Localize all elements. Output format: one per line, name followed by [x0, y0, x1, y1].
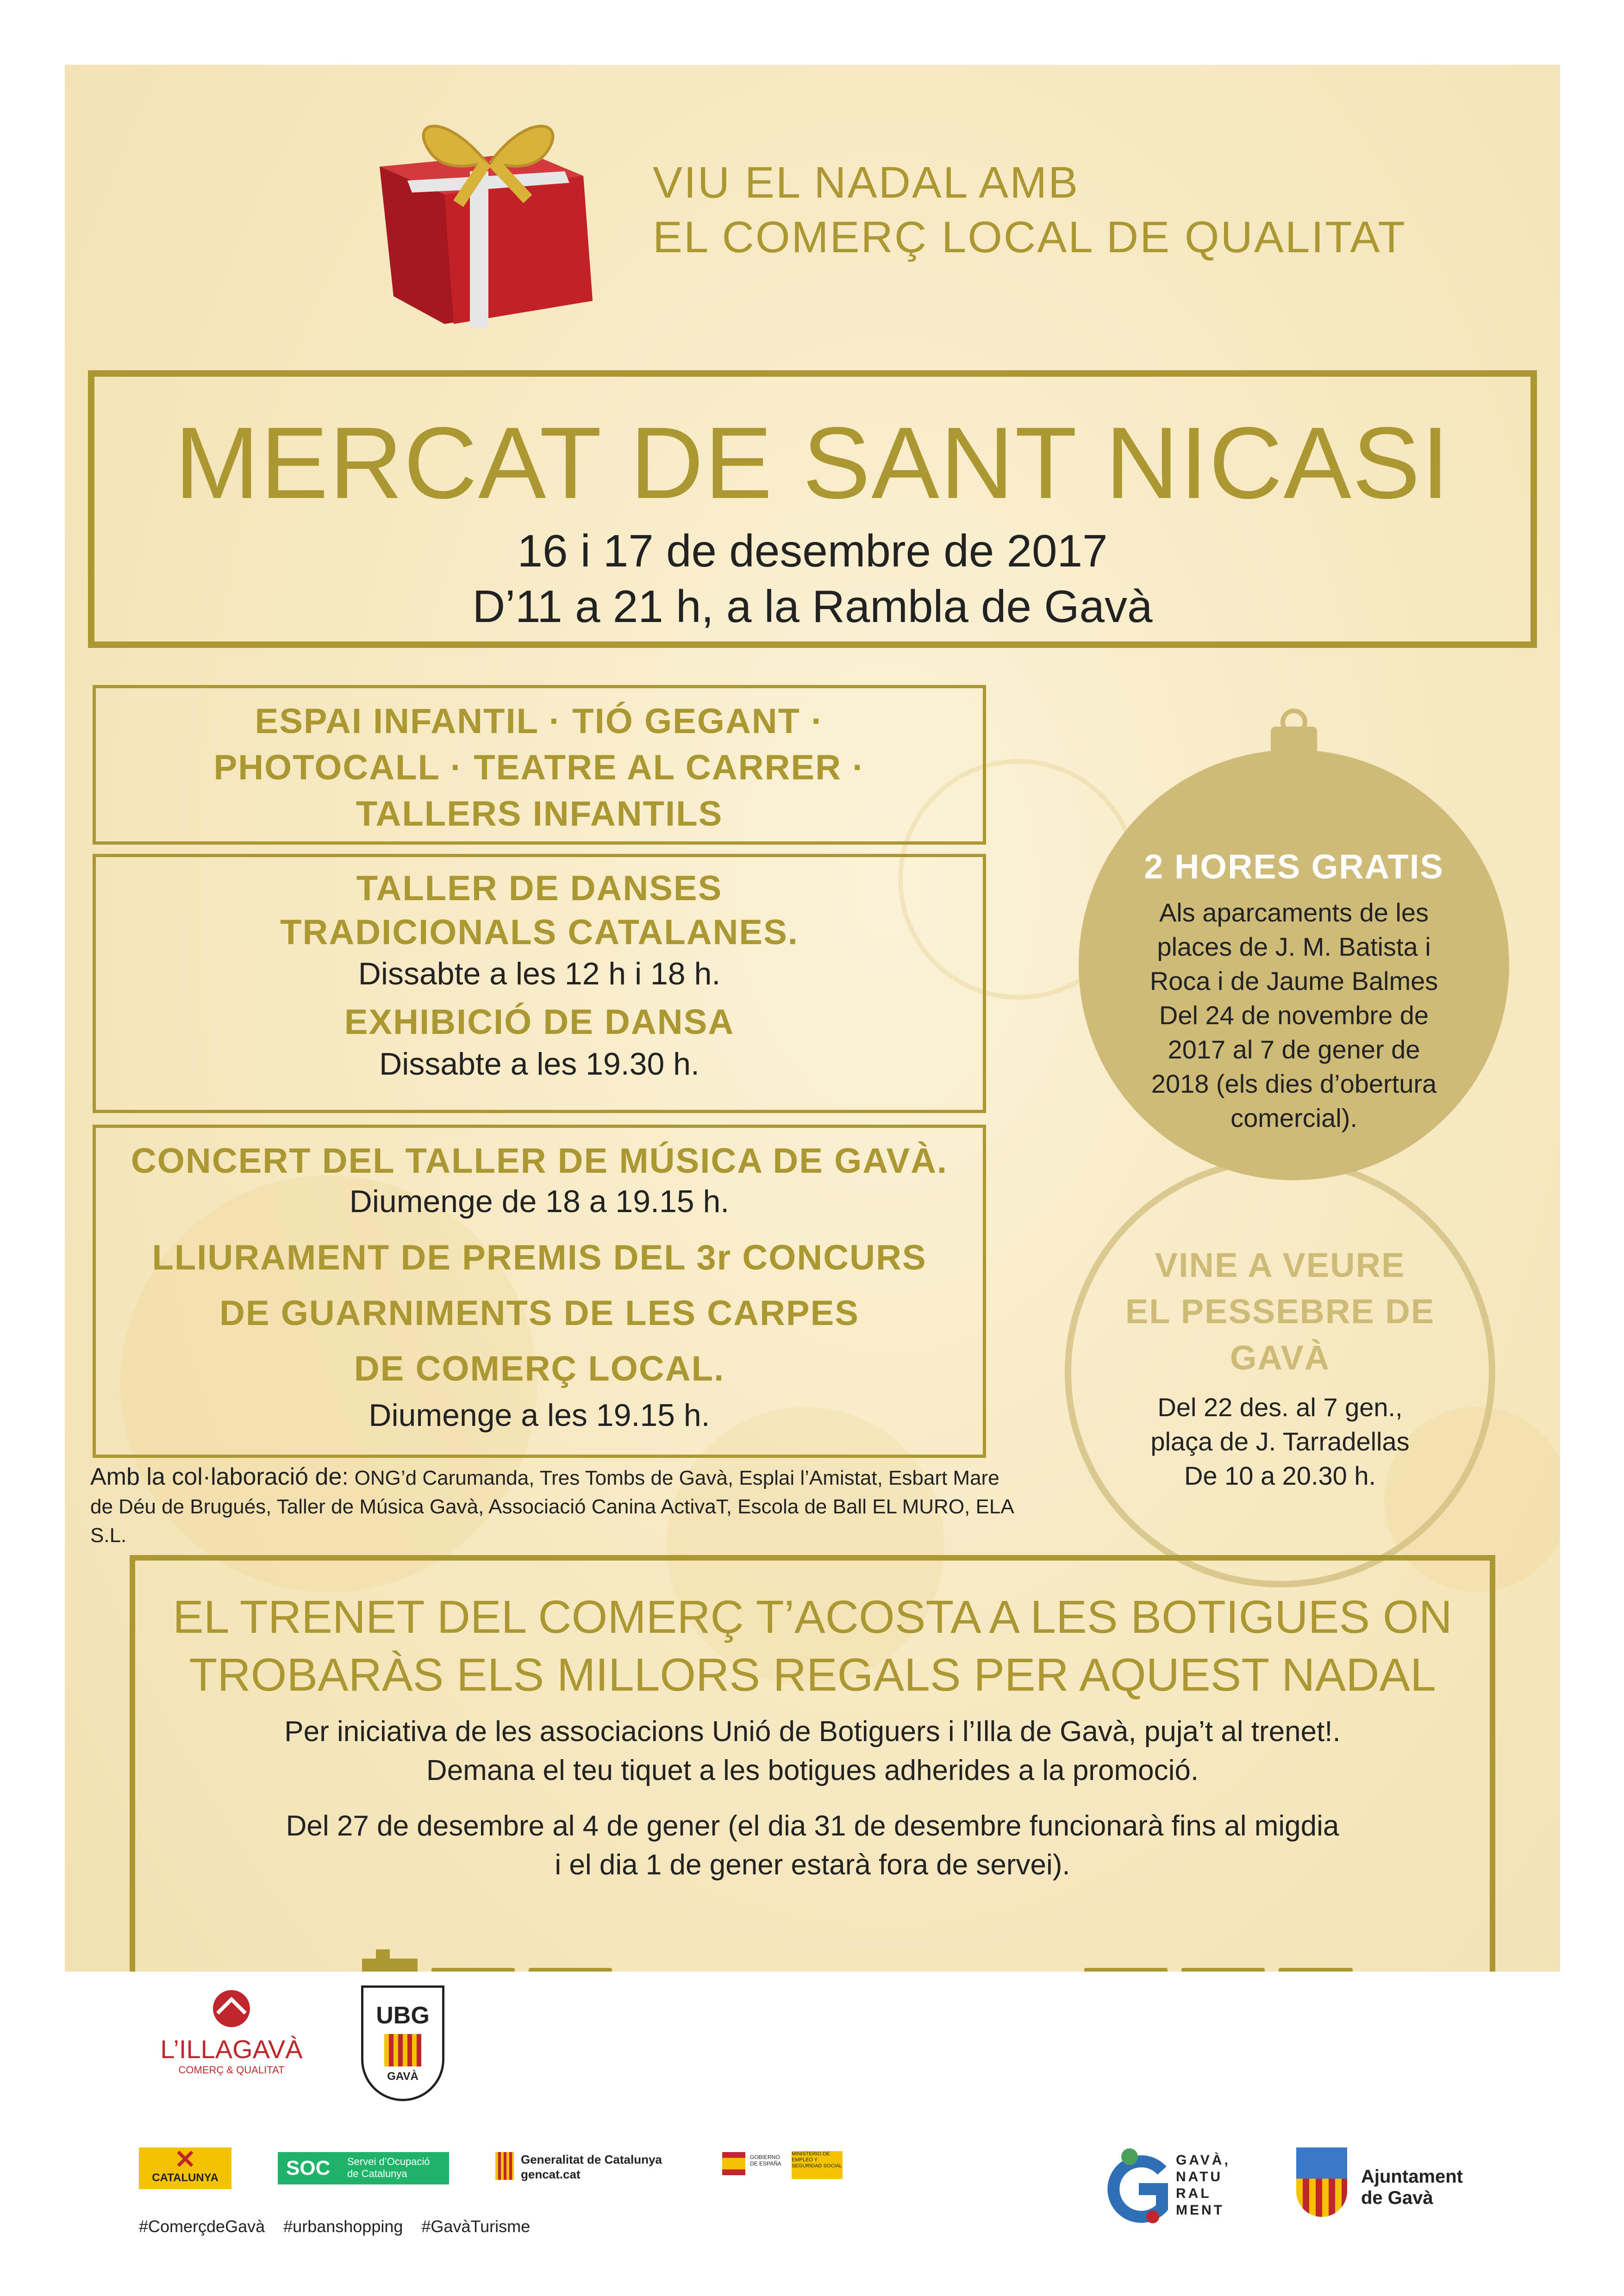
- collab-label: Amb la col·laboració de:: [90, 1463, 349, 1490]
- title-box: [88, 370, 1537, 648]
- illa-gava-logo: [148, 1985, 315, 2076]
- event-date: 16 i 17 de desembre de 2017: [517, 525, 1108, 576]
- gencat-logo-text: Generalitat de Catalunya: [521, 2153, 662, 2166]
- parking-circle: [1079, 750, 1509, 1180]
- hashtag: #GavàTurisme: [421, 2217, 531, 2236]
- activities-box-concert: [93, 1125, 986, 1458]
- parking-line: places de J. M. Batista i: [1157, 932, 1431, 961]
- dance-workshop-title: TALLER DE DANSES: [356, 869, 723, 908]
- awards-time: Diumenge a les 19.15 h.: [369, 1398, 710, 1433]
- gencat-logo: [495, 2150, 690, 2187]
- soc-logo-text: de Catalunya: [347, 2168, 407, 2179]
- pessebre-circle: [1065, 1157, 1495, 1587]
- gava-naturalment-text: GAVÀ,: [1176, 2153, 1230, 2168]
- ajuntament-text: Ajuntament: [1361, 2166, 1463, 2187]
- illa-gava-sub: COMERÇ & QUALITAT: [178, 2064, 285, 2076]
- header-line-1: VIU EL NADAL AMB: [653, 158, 1080, 207]
- poster: [65, 65, 1560, 2124]
- parking-line: Roca i de Jaume Balmes: [1149, 966, 1438, 996]
- trenet-text: i el dia 1 de gener estarà fora de servei).: [555, 1849, 1070, 1881]
- ajuntament-logo: [1296, 2147, 1491, 2221]
- soc-logo: [278, 2152, 449, 2184]
- hashtag: #ComerçdeGavà: [139, 2217, 265, 2236]
- soc-logo-text: Servei d’Ocupació: [347, 2156, 430, 2167]
- gencat-logo-url: gencat.cat: [521, 2167, 581, 2181]
- collab-line: ONG’d Carumanda, Tres Tombs de Gavà, Esplai l’Amistat, Esbart Mare: [354, 1467, 999, 1489]
- pessebre-title: EL PESSEBRE DE: [1125, 1292, 1435, 1331]
- ajuntament-shield-icon: [1296, 2147, 1347, 2217]
- ornament-cap-icon: [1257, 708, 1331, 768]
- pessebre-line: plaça de J. Tarradellas: [1150, 1427, 1410, 1456]
- gava-g-icon: [1102, 2143, 1171, 2231]
- dance-workshop-time: Dissabte a les 12 h i 18 h.: [358, 956, 721, 991]
- gava-naturalment-text: MENT: [1176, 2203, 1224, 2218]
- page-title: MERCAT DE SANT NICASI: [175, 406, 1450, 520]
- spain-flag-icon: [722, 2152, 745, 2175]
- pessebre-title: VINE A VEURE: [1155, 1246, 1405, 1284]
- parking-line: 2018 (els dies d’obertura: [1151, 1069, 1437, 1098]
- gava-naturalment-logo: [1102, 2134, 1231, 2245]
- header-line-2: EL COMERÇ LOCAL DE QUALITAT: [653, 212, 1406, 262]
- hashtag: #urbanshopping: [283, 2217, 403, 2236]
- collab-line: de Déu de Brugués, Taller de Música Gavà, Associació Canina ActivaT, Escola de Ball EL MURO, ELA S.L.: [90, 1495, 1013, 1547]
- gencat-flag-icon: [495, 2152, 514, 2180]
- awards-title: LLIURAMENT DE PREMIS DEL 3r CONCURS: [152, 1238, 927, 1277]
- ubg-place: GAVÀ: [387, 2070, 418, 2083]
- pessebre-line: De 10 a 20.30 h.: [1184, 1461, 1376, 1490]
- soc-logo-name: SOC: [286, 2157, 331, 2179]
- pessebre-line: Del 22 des. al 7 gen.,: [1157, 1393, 1403, 1422]
- ajuntament-text: de Gavà: [1361, 2188, 1433, 2208]
- trenet-text: Demana el teu tiquet a les botigues adherides a la promoció.: [426, 1755, 1199, 1786]
- activities-line: ESPAI INFANTIL · TIÓ GEGANT ·: [255, 702, 824, 741]
- dance-workshop-title: TRADICIONALS CATALANES.: [280, 913, 799, 952]
- parking-line: 2017 al 7 de gener de: [1168, 1035, 1420, 1064]
- activities-box-children: [93, 685, 986, 845]
- catalunya-x-icon: ✕: [174, 2145, 196, 2174]
- parking-line: comercial).: [1230, 1103, 1357, 1132]
- ubg-logo: [361, 1985, 444, 2101]
- ubg-name: UBG: [376, 2002, 430, 2029]
- activities-box-dance: [93, 854, 986, 1113]
- ubg-shield-icon: [384, 2034, 421, 2066]
- collaboration-text: [90, 1462, 1016, 1550]
- hashtags: [139, 2217, 530, 2236]
- parking-line: Del 24 de novembre de: [1159, 1001, 1429, 1030]
- catalunya-logo-text: CATALUNYA: [152, 2172, 219, 2184]
- ministerio-label: MINISTERIO DE EMPLEO Y SEGURIDAD SOCIAL: [792, 2151, 843, 2179]
- illa-gava-name: L’ILLAGAVÀ: [160, 2035, 303, 2064]
- concert-title: CONCERT DEL TALLER DE MÚSICA DE GAVÀ.: [131, 1141, 948, 1181]
- activities-line: PHOTOCALL · TEATRE AL CARRER ·: [213, 748, 865, 787]
- awards-title: DE COMERÇ LOCAL.: [354, 1349, 725, 1388]
- gobierno-label: GOBIERNO DE ESPAÑA: [750, 2154, 781, 2167]
- parking-title: 2 HORES GRATIS: [1144, 847, 1444, 886]
- gift-icon: [352, 83, 630, 342]
- gava-naturalment-text: RAL: [1176, 2186, 1212, 2201]
- trenet-box: [130, 1555, 1495, 1999]
- dance-exhibition-title: EXHIBICIÓ DE DANSA: [344, 1002, 735, 1042]
- ministerio-logo: [722, 2147, 843, 2184]
- awards-title: DE GUARNIMENTS DE LES CARPES: [219, 1294, 859, 1333]
- trenet-text: Per iniciativa de les associacions Unió de Botiguers i l’Illa de Gavà, puja’t al trenet!.: [284, 1716, 1341, 1748]
- dance-exhibition-time: Dissabte a les 19.30 h.: [379, 1046, 700, 1082]
- trenet-title: TROBARÀS ELS MILLORS REGALS PER AQUEST NADAL: [189, 1649, 1436, 1701]
- trenet-text: Del 27 de desembre al 4 de gener (el dia 31 de desembre funcionarà fins al migdia: [286, 1810, 1339, 1842]
- gava-naturalment-text: NATU: [1176, 2169, 1223, 2184]
- concert-time: Diumenge de 18 a 19.15 h.: [349, 1184, 730, 1219]
- catalunya-logo: [139, 2147, 231, 2189]
- illa-gava-logo-icon: [204, 1985, 259, 2032]
- event-time-place: D’11 a 21 h, a la Rambla de Gavà: [472, 581, 1153, 632]
- pessebre-title: GAVÀ: [1230, 1338, 1330, 1377]
- parking-line: Als aparcaments de les: [1159, 898, 1429, 927]
- trenet-title: EL TRENET DEL COMERÇ T’ACOSTA A LES BOTIGUES ON: [173, 1591, 1452, 1643]
- activities-line: TALLERS INFANTILS: [356, 794, 723, 834]
